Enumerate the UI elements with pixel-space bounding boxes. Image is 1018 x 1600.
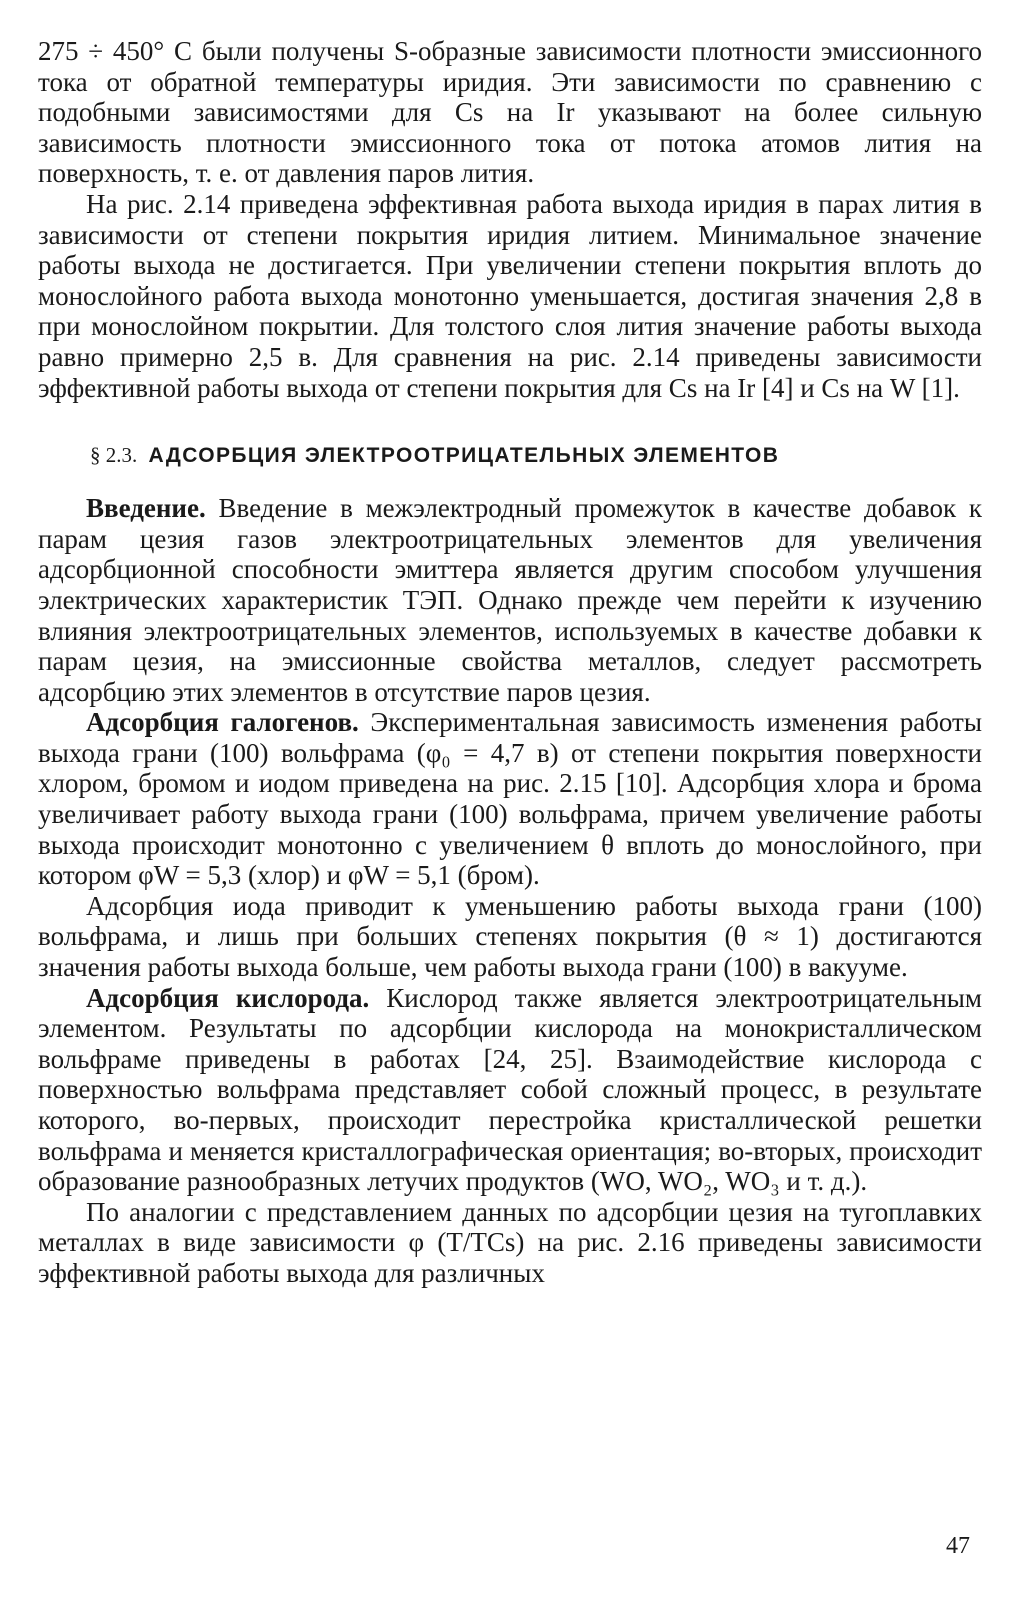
- paragraph-lithium-emission: 275 ÷ 450° С были получены S-образные зависимости плотности эмиссионного тока от обратной температуры иридия. Эти зависимости по сравнению с подобными зависимостями для Cs на Ir указывают на более сильную зависимость плотности эмиссионного тока от потока атомов лития на поверхность, т. е. от давления паров лития.: [38, 36, 982, 189]
- paragraph-introduction: [38, 493, 982, 707]
- run-in-heading-oxygen: Адсорбция кислорода.: [86, 982, 370, 1013]
- paragraph-text: Кислород также является электроотрицательным элементом. Результаты по адсорбции кислорода на монокристаллическом вольфраме приведены в работах [24, 25]. Взаимодействие кислорода с поверхностью вольфрама представляет собой сложный процесс, в результате которого, во-первых, происходит перестройка кристаллической решетки вольфрама и меняется кристаллографическая ориентация; во-вторых, происходит образование разнообразных летучих продуктов (WO, WO₂, WO₃ и т. д.).: [38, 982, 982, 1197]
- paragraph-fig-2-16: По аналогии с представлением данных по адсорбции цезия на тугоплавких металлах в виде зависимости φ (T/TCs) на рис. 2.16 приведены зависимости эффективной работы выхода для различных: [38, 1196, 982, 1288]
- page-number: 47: [946, 1533, 970, 1559]
- paragraph-oxygen-adsorption: [38, 983, 982, 1197]
- run-in-heading-introduction: Введение.: [86, 493, 206, 524]
- paragraph-halogen-adsorption: [38, 707, 982, 891]
- paragraph-fig-2-14: На рис. 2.14 приведена эффективная работа выхода иридия в парах лития в зависимости от степени покрытия иридия литием. Минимальное значение работы выхода не достигается. При увеличении степени покрытия вплоть до монослойного работа выхода монотонно уменьшается, достигая значения 2,8 в при монослойном покрытии. Для толстого слоя лития значение работы выхода равно примерно 2,5 в. Для сравнения на рис. 2.14 приведены зависимости эффективной работы выхода от степени покрытия для Cs на Ir [4] и Cs на W [1].: [38, 188, 982, 403]
- paragraph-iodine-adsorption: Адсорбция иода приводит к уменьшению работы выхода грани (100) вольфрама, и лишь при больших степенях покрытия (θ ≈ 1) достигаются значения работы выхода больше, чем работы выхода грани (100) в вакууме.: [38, 890, 982, 983]
- section-heading: [90, 441, 982, 470]
- page-body: [38, 36, 982, 1289]
- paragraph-text: Экспериментальная зависимость изменения работы выхода грани (100) вольфрама (φ₀ = 4,7 в) от степени покрытия поверхности хлором, бромом и иодом приведена на рис. 2.15 [10]. Адсорбция хлора и брома увеличивает работу выхода грани (100) вольфрама, причем увеличение работы выхода происходит монотонно с увеличением θ вплоть до монослойного, при котором φW = 5,3 (хлор) и φW = 5,1 (бром).: [38, 707, 982, 891]
- section-title: АДСОРБЦИЯ ЭЛЕКТРООТРИЦАТЕЛЬНЫХ ЭЛЕМЕНТОВ: [148, 444, 780, 468]
- section-number: § 2.3.: [90, 443, 138, 468]
- run-in-heading-halogens: Адсорбция галогенов.: [86, 707, 359, 738]
- paragraph-text: Введение в межэлектродный промежуток в качестве добавок к парам цезия газов электроотрицательных элементов для увеличения адсорбционной способности эмиттера является другим способом улучшения электрических характеристик ТЭП. Однако прежде чем перейти к изучению влияния электроотрицательных элементов, используемых в качестве добавки к парам цезия, на эмиссионные свойства металлов, следует рассмотреть адсорбцию этих элементов в отсутствие паров цезия.: [38, 493, 982, 707]
